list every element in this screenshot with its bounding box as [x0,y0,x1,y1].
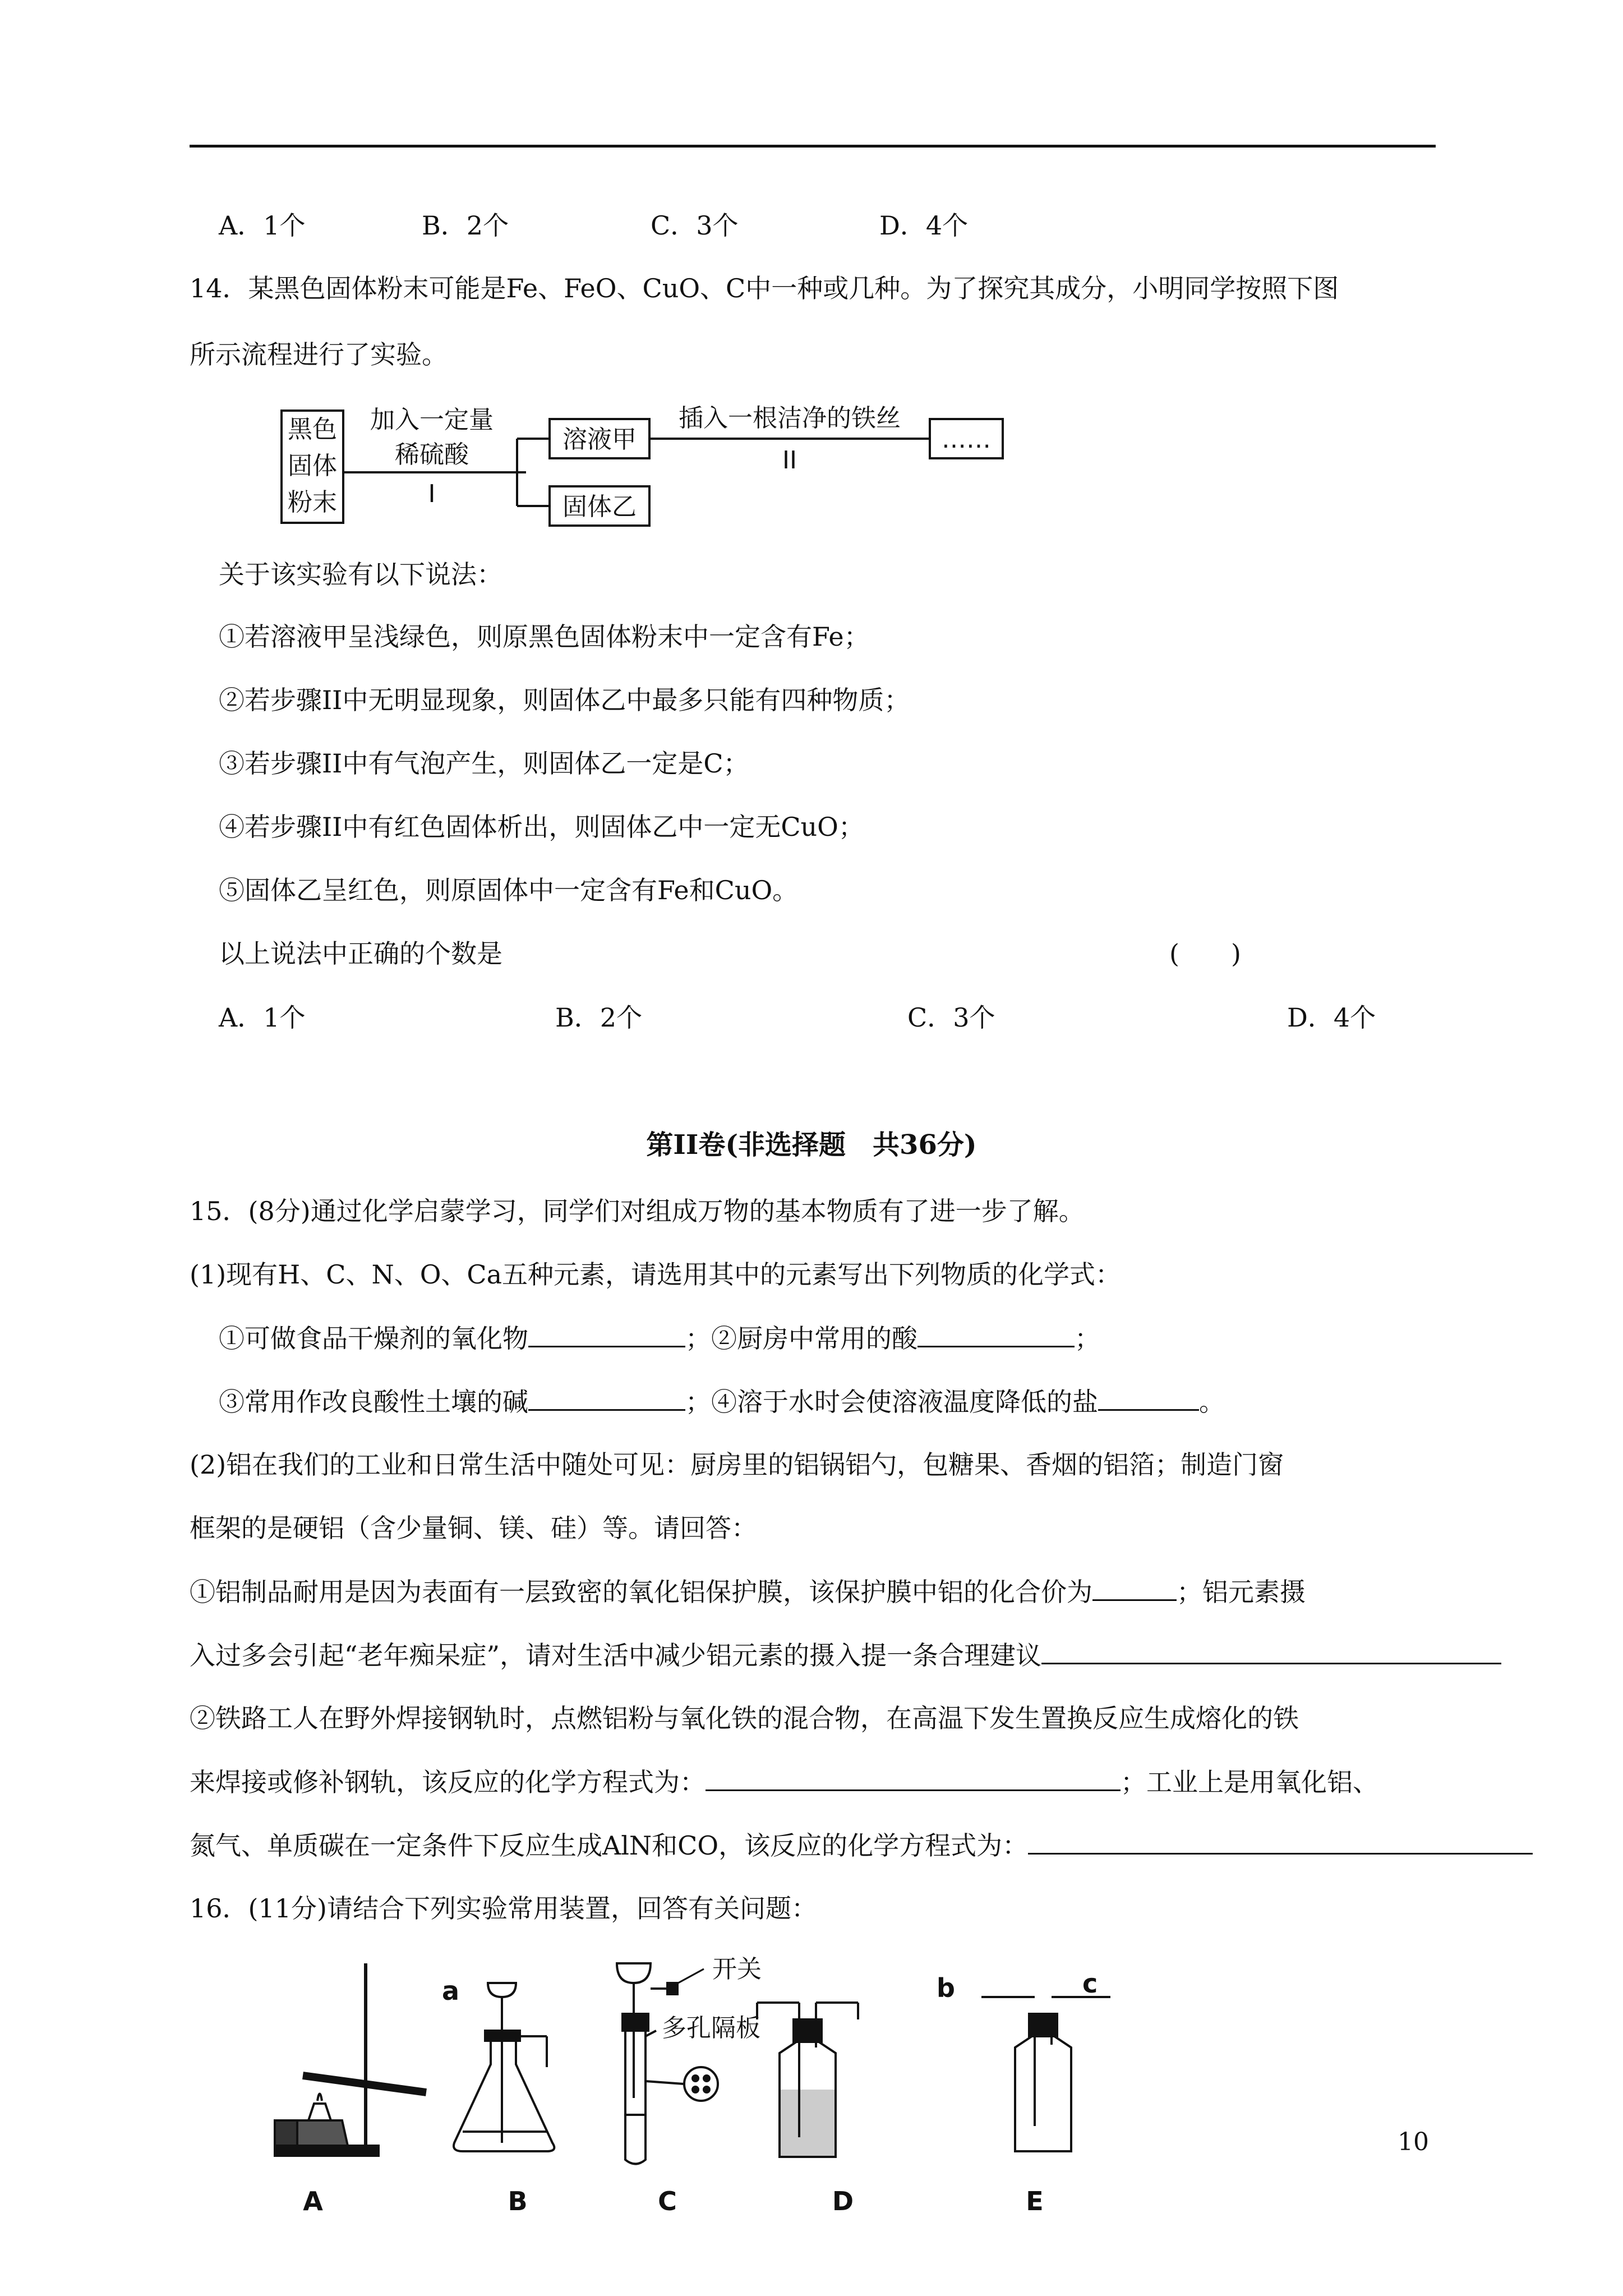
apparatus-a [275,1963,426,2156]
step1-number: I [428,480,436,508]
apparatus-e [981,1997,1110,2151]
q14-answer-paren: ( ) [1169,938,1241,969]
q15-p2-a2-text: 入过多会引起“老年痴呆症”，请对生活中减少铝元素的摄入提一条合理建议 [190,1640,1042,1671]
q14-intro: 关于该实验有以下说法： [219,559,502,590]
q15-part1-intro: (1)现有H、C、N、O、Ca五种元素，请选用其中的元素写出下列物质的化学式： [190,1259,1122,1290]
q15-part2-a-line2 [190,1638,1501,1672]
blank-thermite-equation[interactable] [706,1765,1121,1791]
q15-part2-b-line2 [190,1765,1378,1799]
q15-p1-d-text: ；④溶于水时会使溶液温度降低的盐 [685,1387,1098,1417]
blank-desiccant-oxide[interactable] [528,1321,685,1347]
q15-p2-a1-end: ；铝元素摄 [1177,1577,1306,1607]
section-title: 第II卷(非选择题 共36分) [646,1129,977,1161]
label-c: C [658,2186,677,2216]
q14-option-b: B．2个 [555,1002,643,1033]
q14-statement-2: ②若步骤II中无明显现象，则固体乙中最多只能有四种物质； [219,685,910,715]
q15-p1-c-text: ③常用作改良酸性土壤的碱 [219,1387,528,1417]
q15-p1-d-end: 。 [1199,1387,1225,1417]
q15-part2-b-line3 [190,1828,1533,1862]
q15-p2-b2-text: 来焊接或修补钢轨，该反应的化学方程式为： [190,1767,706,1797]
apparatus-c [617,1963,718,2164]
blank-base[interactable] [528,1384,685,1411]
q14-statement-3: ③若步骤II中有气泡产生，则固体乙一定是C； [219,748,749,779]
q15-p1-a-text: ①可做食品干燥剂的氧化物 [219,1323,528,1354]
q14-stem-line2: 所示流程进行了实验。 [190,339,448,370]
apparatus-b [454,1983,554,2151]
q14-statement-4: ④若步骤II中有红色固体析出，则固体乙中一定无CuO； [219,812,864,842]
q15-part2-line1: (2)铝在我们的工业和日常生活中随处可见：厨房里的铝锅铝勺，包糖果、香烟的铝箔；制造门窗 [190,1450,1284,1480]
q14-stem-line1: 14．某黑色固体粉末可能是Fe、FeO、CuO、C中一种或几种。为了探究其成分，小明同学按照下图 [190,273,1339,303]
label-e: E [1026,2186,1044,2216]
q14-statement-5: ⑤固体乙呈红色，则原固体中一定含有Fe和CuO。 [219,875,799,905]
q16-apparatus-diagram [264,1952,1172,2221]
q15-p1-b-end: ； [1075,1323,1100,1354]
q14-option-a: A．1个 [219,1002,306,1033]
q15-stem: 15．(8分)通过化学启蒙学习，同学们对组成万物的基本物质有了进一步了解。 [190,1196,1085,1226]
step1-label-line2: 稀硫酸 [395,440,469,469]
page-number: 10 [1398,2128,1429,2156]
porous-plate-label: 多孔隔板 [662,2014,760,2042]
step2-label: 插入一根洁净的铁丝 [679,404,901,432]
step1-label-line1: 加入一定量 [370,406,494,434]
blank-kitchen-acid[interactable] [917,1321,1075,1347]
q14-flow-diagram [275,395,1021,536]
prev-option-c: C．3个 [651,210,739,241]
letter-a: a [442,1976,460,2006]
blank-aln-equation[interactable] [1028,1828,1533,1855]
prev-option-d: D．4个 [879,210,969,241]
q15-part1-row2 [219,1384,1225,1419]
label-a: A [303,2186,323,2216]
q15-part2-line2: 框架的是硬铝（含少量铜、镁、硅）等。请回答： [190,1513,757,1543]
q14-statement-1: ①若溶液甲呈浅绿色，则原黑色固体粉末中一定含有Fe； [219,622,870,652]
solid-box-label: 固体乙 [562,493,637,521]
solution-box-label: 溶液甲 [562,425,637,454]
label-b: B [508,2186,528,2216]
q15-p1-b-text: ；②厨房中常用的酸 [685,1323,917,1354]
blank-salt[interactable] [1098,1384,1199,1411]
prev-option-a: A．1个 [219,210,306,241]
start-box-line2: 固体 [288,452,337,480]
blank-suggestion[interactable] [1041,1638,1501,1664]
prev-option-b: B．2个 [422,210,509,241]
step2-number: II [782,446,797,475]
q15-part2-a-line1 [190,1575,1306,1609]
q15-p2-b3-text: 氮气、单质碳在一定条件下反应生成AlN和CO，该反应的化学方程式为： [190,1830,1029,1861]
letter-c: c [1082,1968,1098,1999]
q15-part1-row1 [219,1321,1100,1355]
header-rule [190,145,1436,148]
letter-b: b [937,1973,955,2003]
start-box-line1: 黑色 [288,415,337,444]
q16-stem: 16．(11分)请结合下列实验常用装置，回答有关问题： [190,1893,817,1924]
switch-label: 开关 [712,1955,762,1984]
result-box-label: …… [942,425,991,454]
q15-part2-b-line1: ②铁路工人在野外焊接钢轨时，点燃铝粉与氧化铁的混合物，在高温下发生置换反应生成熔化的铁 [190,1703,1299,1733]
q15-p2-a1-text: ①铝制品耐用是因为表面有一层致密的氧化铝保护膜，该保护膜中铝的化合价为 [190,1577,1092,1607]
blank-valence[interactable] [1092,1575,1177,1601]
q14-question: 以上说法中正确的个数是 [219,938,502,969]
start-box-line3: 粉末 [288,488,337,517]
q14-option-d: D．4个 [1287,1002,1376,1033]
q14-option-c: C．3个 [907,1002,995,1033]
label-d: D [832,2186,854,2216]
q15-p2-b2-end: ；工业上是用氧化铝、 [1121,1767,1378,1797]
apparatus-d [757,2003,858,2157]
